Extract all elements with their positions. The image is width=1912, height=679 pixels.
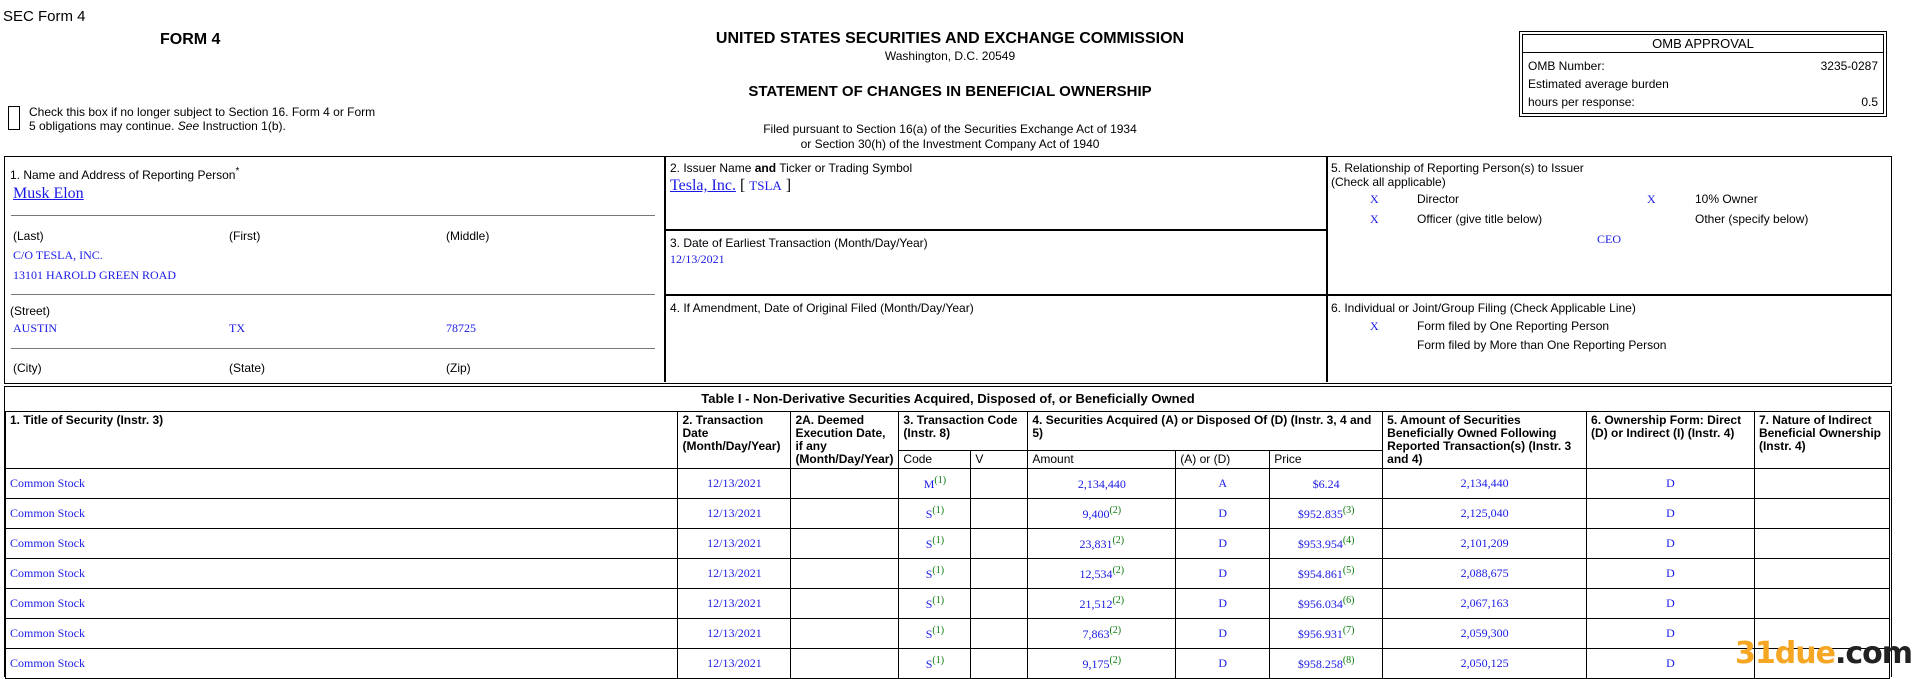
- deemed-execution-date: [791, 649, 899, 679]
- omb-hours-value: 0.5: [1861, 95, 1878, 109]
- transaction-code: $S^{(1)}$: [899, 529, 971, 559]
- acquired-or-disposed: D: [1176, 559, 1270, 589]
- price: $956.931$^{(7)}$: [1270, 619, 1383, 649]
- city-label: (City): [13, 361, 42, 375]
- site-watermark-logo: 31due.com: [1735, 636, 1912, 671]
- zip-label: (Zip): [446, 361, 471, 375]
- transaction-date: 12/13/2021: [678, 649, 791, 679]
- multiple-persons-label: Form filed by More than One Reporting Person: [1417, 338, 1667, 352]
- nature-of-indirect: [1754, 589, 1889, 619]
- subcol-amount: Amount: [1028, 451, 1176, 469]
- security-title: Common Stock: [6, 499, 678, 529]
- reporting-info-section: [4, 156, 1892, 384]
- director-check: X: [1370, 192, 1379, 206]
- ten-percent-owner-label: 10% Owner: [1695, 192, 1758, 206]
- transaction-v: [971, 469, 1028, 499]
- table-row: [6, 649, 1890, 679]
- transaction-date: 12/13/2021: [678, 469, 791, 499]
- one-person-check: X: [1370, 319, 1379, 333]
- other-label: Other (specify below): [1695, 212, 1809, 226]
- box1-label: 1. Name and Address of Reporting Person*: [10, 166, 240, 182]
- transaction-date: 12/13/2021: [678, 589, 791, 619]
- col-title-of-security: 1. Title of Security (Instr. 3): [6, 412, 678, 469]
- filed-pursuant-text: Filed pursuant to Section 16(a) of the Securities Exchange Act of 1934 or Section 30(h) of the Investment Company Act of 1940: [763, 122, 1137, 151]
- securities-amount: 12,534$^{(2)}$: [1028, 559, 1176, 589]
- ownership-form: D: [1587, 649, 1755, 679]
- table-row: [6, 559, 1890, 589]
- box4-label: 4. If Amendment, Date of Original Filed (Month/Day/Year): [670, 301, 974, 315]
- agency-header: [700, 30, 1200, 63]
- last-name-label: (Last): [13, 229, 44, 243]
- director-label: Director: [1417, 192, 1460, 206]
- subcol-a-or-d: (A) or (D): [1176, 451, 1270, 469]
- amount-owned: 2,050,125: [1383, 649, 1587, 679]
- col-deemed-execution-date: 2A. Deemed Execution Date, if any (Month/Day/Year): [791, 412, 899, 469]
- city-value: AUSTIN: [13, 321, 57, 335]
- box5-label: 5. Relationship of Reporting Person(s) to Issuer (Check all applicable): [1331, 161, 1584, 189]
- security-title: Common Stock: [6, 649, 678, 679]
- deemed-execution-date: [791, 619, 899, 649]
- security-title: Common Stock: [6, 469, 678, 499]
- securities-amount: 9,175$^{(2)}$: [1028, 649, 1176, 679]
- price: $6.24: [1270, 469, 1383, 499]
- omb-approval-box: [1519, 31, 1887, 117]
- street-label: (Street): [10, 304, 51, 318]
- state-value: TX: [229, 321, 245, 335]
- transaction-code: $S^{(1)}$: [899, 559, 971, 589]
- transaction-v: [971, 529, 1028, 559]
- security-title: Common Stock: [6, 529, 678, 559]
- officer-check: X: [1370, 212, 1379, 226]
- securities-amount: 7,863$^{(2)}$: [1028, 619, 1176, 649]
- ticker-symbol: TSLA: [749, 178, 782, 193]
- acquired-or-disposed: D: [1176, 649, 1270, 679]
- omb-burden-label: Estimated average burden: [1528, 77, 1669, 91]
- transaction-code: $S^{(1)}$: [899, 499, 971, 529]
- col-ownership-form: 6. Ownership Form: Direct (D) or Indirect (I) (Instr. 4): [1587, 412, 1755, 469]
- agency-location: Washington, D.C. 20549: [884, 49, 1016, 63]
- acquired-or-disposed: D: [1176, 619, 1270, 649]
- subcol-v: V: [971, 451, 1028, 469]
- table-1-title: Table I - Non-Derivative Securities Acquired, Disposed of, or Beneficially Owned: [701, 391, 1195, 406]
- omb-number-label: OMB Number:: [1528, 59, 1605, 73]
- transaction-v: [971, 619, 1028, 649]
- issuer-line: Tesla, Inc. [ TSLA ]: [670, 177, 792, 194]
- ownership-form: D: [1587, 469, 1755, 499]
- nature-of-indirect: [1754, 499, 1889, 529]
- zip-value: 78725: [446, 321, 476, 335]
- agency-name: UNITED STATES SECURITIES AND EXCHANGE COMMISSION: [715, 30, 1185, 47]
- non-derivative-table: [5, 411, 1890, 679]
- transaction-code: $S^{(1)}$: [899, 649, 971, 679]
- price: $953.954$^{(4)}$: [1270, 529, 1383, 559]
- table-row: [6, 499, 1890, 529]
- transaction-code: $M^{(1)}$: [899, 469, 971, 499]
- col-securities-acquired-disposed: 4. Securities Acquired (A) or Disposed Of (D) (Instr. 3, 4 and 5): [1028, 412, 1383, 451]
- amount-owned: 2,134,440: [1383, 469, 1587, 499]
- transaction-v: [971, 499, 1028, 529]
- securities-amount: 21,512$^{(2)}$: [1028, 589, 1176, 619]
- security-title: Common Stock: [6, 619, 678, 649]
- security-title: Common Stock: [6, 589, 678, 619]
- acquired-or-disposed: D: [1176, 589, 1270, 619]
- transaction-date: 12/13/2021: [678, 529, 791, 559]
- ownership-form: D: [1587, 619, 1755, 649]
- transaction-date: 12/13/2021: [678, 619, 791, 649]
- nature-of-indirect: [1754, 529, 1889, 559]
- deemed-execution-date: [791, 529, 899, 559]
- statement-title: STATEMENT OF CHANGES IN BENEFICIAL OWNERSHIP: [748, 83, 1152, 100]
- omb-approval-title: OMB APPROVAL: [1523, 35, 1883, 53]
- transaction-date: 12/13/2021: [678, 559, 791, 589]
- securities-amount: 9,400$^{(2)}$: [1028, 499, 1176, 529]
- acquired-or-disposed: A: [1176, 469, 1270, 499]
- securities-amount: 2,134,440: [1028, 469, 1176, 499]
- amount-owned: 2,059,300: [1383, 619, 1587, 649]
- table-row: [6, 469, 1890, 499]
- price: $956.034$^{(6)}$: [1270, 589, 1383, 619]
- subcol-code: Code: [899, 451, 971, 469]
- transaction-v: [971, 649, 1028, 679]
- first-name-label: (First): [229, 229, 261, 243]
- transaction-v: [971, 589, 1028, 619]
- securities-amount: 23,831$^{(2)}$: [1028, 529, 1176, 559]
- earliest-transaction-date: 12/13/2021: [670, 252, 725, 266]
- section16-checkbox-label: Check this box if no longer subject to Section 16. Form 4 or Form 5 obligations may continue. See Instruction 1(b).: [29, 105, 376, 133]
- amount-owned: 2,088,675: [1383, 559, 1587, 589]
- table-row: [6, 529, 1890, 559]
- price: $954.861$^{(5)}$: [1270, 559, 1383, 589]
- amount-owned: 2,101,209: [1383, 529, 1587, 559]
- box6-label: 6. Individual or Joint/Group Filing (Check Applicable Line): [1331, 301, 1636, 315]
- col-transaction-date: 2. Transaction Date (Month/Day/Year): [678, 412, 791, 469]
- subcol-price: Price: [1270, 451, 1383, 469]
- omb-hours-label: hours per response:: [1528, 95, 1635, 109]
- ownership-form: D: [1587, 559, 1755, 589]
- ownership-form: D: [1587, 499, 1755, 529]
- ten-percent-owner-check: X: [1647, 192, 1656, 206]
- state-label: (State): [229, 361, 266, 375]
- ownership-form: D: [1587, 589, 1755, 619]
- section16-checkbox[interactable]: [8, 106, 20, 130]
- ownership-form: D: [1587, 529, 1755, 559]
- deemed-execution-date: [791, 469, 899, 499]
- transaction-date: 12/13/2021: [678, 499, 791, 529]
- middle-name-label: (Middle): [446, 229, 490, 243]
- transaction-code: $S^{(1)}$: [899, 619, 971, 649]
- transaction-code: $S^{(1)}$: [899, 589, 971, 619]
- omb-number: 3235-0287: [1820, 59, 1878, 73]
- col-amount-owned: 5. Amount of Securities Beneficially Owned Following Reported Transaction(s) (Instr. 3 and 4): [1383, 412, 1587, 469]
- amount-owned: 2,125,040: [1383, 499, 1587, 529]
- issuer-link[interactable]: Tesla, Inc.: [670, 177, 736, 194]
- form-number: FORM 4: [160, 31, 221, 48]
- price: $958.258$^{(8)}$: [1270, 649, 1383, 679]
- sec-form-title: SEC Form 4: [3, 8, 86, 25]
- officer-label: Officer (give title below): [1417, 212, 1543, 226]
- col-nature-indirect: 7. Nature of Indirect Beneficial Ownership (Instr. 4): [1754, 412, 1889, 469]
- box2-label: 2. Issuer Name and Ticker or Trading Symbol: [670, 161, 913, 175]
- security-title: Common Stock: [6, 559, 678, 589]
- officer-title: CEO: [1597, 232, 1621, 246]
- transaction-v: [971, 559, 1028, 589]
- box3-label: 3. Date of Earliest Transaction (Month/Day/Year): [670, 236, 928, 250]
- table-row: [6, 589, 1890, 619]
- deemed-execution-date: [791, 499, 899, 529]
- price: $952.835$^{(3)}$: [1270, 499, 1383, 529]
- deemed-execution-date: [791, 559, 899, 589]
- address-line-1: C/O TESLA, INC.: [13, 248, 103, 262]
- deemed-execution-date: [791, 589, 899, 619]
- address-line-2: 13101 HAROLD GREEN ROAD: [13, 268, 176, 282]
- reporting-person-link[interactable]: Musk Elon: [13, 185, 84, 202]
- table-row: [6, 619, 1890, 649]
- table-1-section: [4, 386, 1892, 677]
- col-transaction-code: 3. Transaction Code (Instr. 8): [899, 412, 1028, 451]
- nature-of-indirect: [1754, 469, 1889, 499]
- one-person-label: Form filed by One Reporting Person: [1417, 319, 1610, 333]
- amount-owned: 2,067,163: [1383, 589, 1587, 619]
- nature-of-indirect: [1754, 559, 1889, 589]
- acquired-or-disposed: D: [1176, 529, 1270, 559]
- acquired-or-disposed: D: [1176, 499, 1270, 529]
